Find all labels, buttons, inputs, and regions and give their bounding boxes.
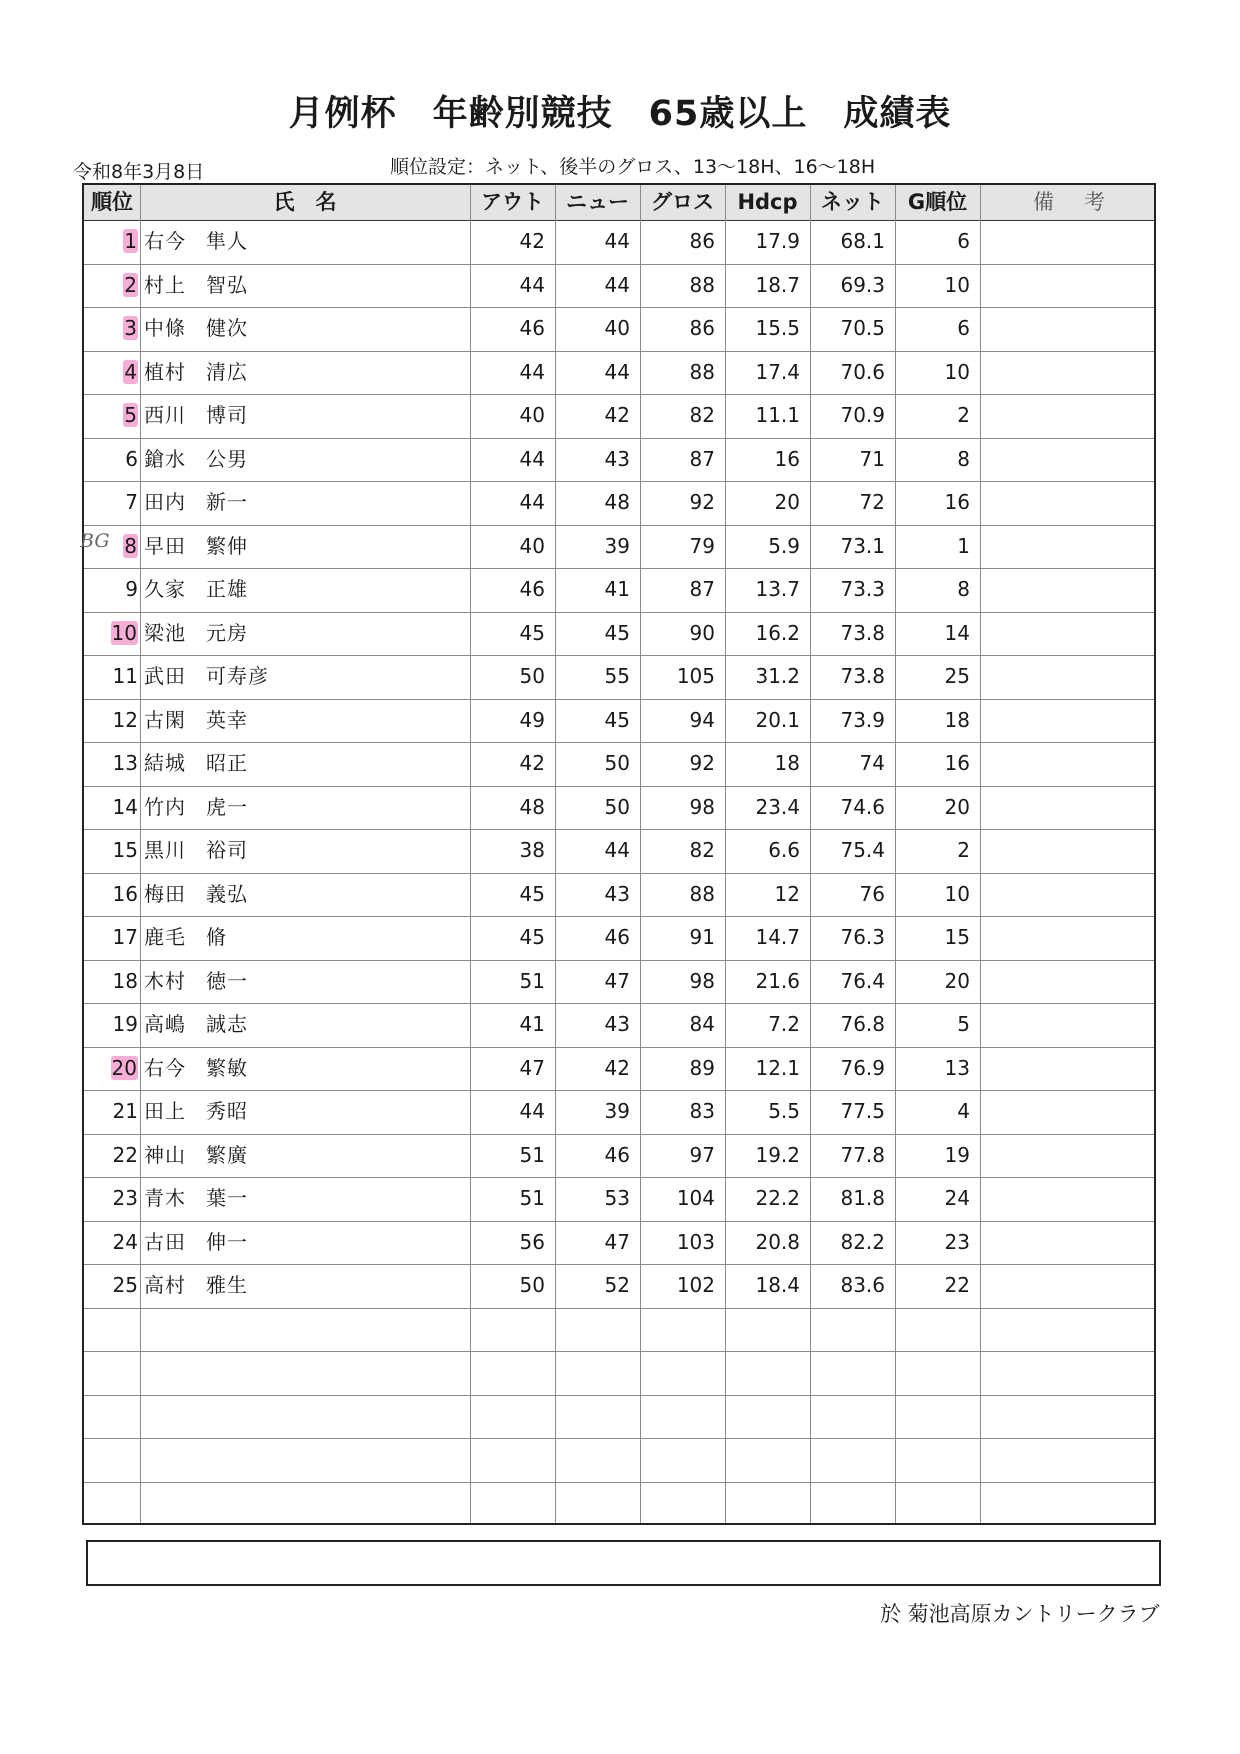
bg-handwritten-mark: BG [80, 530, 110, 552]
family-name: 高村 [144, 1273, 186, 1297]
rank-value: 6 [125, 446, 138, 471]
rank-cell [84, 1047, 140, 1090]
out-cell: 44 [519, 490, 545, 514]
in-cell: 42 [604, 1055, 630, 1080]
family-name: 鹿毛 [144, 925, 186, 949]
venue: 於 菊池高原カントリークラブ [880, 1602, 1160, 1626]
player-name [142, 1047, 468, 1090]
row-divider [84, 1438, 1154, 1439]
gross-cell: 84 [689, 1012, 715, 1036]
event-date: 令和8年3月8日 [73, 161, 205, 183]
rank-cell [84, 438, 140, 481]
gross-cell: 98 [689, 968, 715, 993]
header-remarks: 備考 [1033, 190, 1135, 214]
given-name: 葉一 [206, 1186, 248, 1210]
family-name: 武田 [144, 664, 186, 688]
family-name: 右今 [144, 1055, 186, 1080]
net-cell: 81.8 [840, 1186, 885, 1210]
gross-cell: 87 [689, 446, 715, 471]
grank-cell: 10 [944, 272, 970, 297]
gross-cell: 86 [689, 229, 715, 253]
hdcp-cell: 16.2 [755, 620, 800, 645]
player-name [142, 1090, 468, 1133]
net-cell: 75.4 [840, 838, 885, 862]
hdcp-cell: 15.5 [755, 316, 800, 340]
net-cell: 83.6 [840, 1273, 885, 1297]
rank-cell [84, 960, 140, 1003]
given-name: 義弘 [206, 881, 248, 906]
gross-cell: 83 [689, 1099, 715, 1123]
net-cell: 73.3 [840, 577, 885, 601]
rank-cell [84, 612, 140, 655]
given-name: 健次 [206, 316, 248, 340]
gross-cell: 98 [689, 794, 715, 819]
out-cell: 51 [519, 1186, 545, 1210]
grank-cell: 10 [944, 359, 970, 384]
family-name: 右今 [144, 229, 186, 253]
given-name: 智弘 [206, 272, 248, 297]
hdcp-cell: 12 [774, 881, 800, 906]
rank-cell [84, 264, 140, 307]
rank-cell [84, 1221, 140, 1264]
rank-cell [84, 655, 140, 698]
rank-cell [84, 1090, 140, 1133]
rank-value: 11 [112, 664, 138, 688]
column-divider [980, 185, 981, 1523]
net-cell: 73.8 [840, 664, 885, 688]
net-cell: 76 [859, 881, 885, 906]
given-name: 清広 [206, 359, 248, 384]
in-cell: 50 [604, 794, 630, 819]
player-name [142, 612, 468, 655]
rank-cell [84, 786, 140, 829]
given-name: 繁廣 [206, 1142, 248, 1167]
rank-cell [84, 916, 140, 959]
grank-cell: 14 [944, 620, 970, 645]
net-cell: 76.8 [840, 1012, 885, 1036]
family-name: 植村 [144, 359, 186, 384]
player-name [142, 525, 468, 568]
given-name: 虎一 [206, 794, 248, 819]
hdcp-cell: 13.7 [755, 577, 800, 601]
page-title: 月例杯 年齢別競技 65歳以上 成績表 [288, 94, 952, 134]
grank-cell: 6 [957, 316, 970, 340]
rank-cell [84, 220, 140, 263]
rank-value: 15 [112, 838, 138, 862]
net-cell: 76.4 [840, 968, 885, 993]
player-name [142, 1177, 468, 1220]
in-cell: 42 [604, 403, 630, 427]
hdcp-cell: 17.9 [755, 229, 800, 253]
gross-cell: 86 [689, 316, 715, 340]
hdcp-cell: 7.2 [768, 1012, 800, 1036]
gross-cell: 88 [689, 881, 715, 906]
family-name: 神山 [144, 1142, 186, 1167]
hdcp-cell: 6.6 [768, 838, 800, 862]
net-cell: 72 [859, 490, 885, 514]
family-name: 鎗水 [144, 446, 186, 471]
in-cell: 52 [604, 1273, 630, 1297]
out-cell: 45 [519, 620, 545, 645]
in-cell: 50 [604, 751, 630, 775]
family-name: 早田 [144, 533, 186, 558]
net-cell: 70.9 [840, 403, 885, 427]
out-cell: 48 [519, 794, 545, 819]
out-cell: 46 [519, 577, 545, 601]
out-cell: 38 [519, 838, 545, 862]
net-cell: 73.8 [840, 620, 885, 645]
in-cell: 44 [604, 359, 630, 384]
in-cell: 41 [604, 577, 630, 601]
rank-value: 1 [124, 229, 137, 253]
out-cell: 45 [519, 925, 545, 949]
out-cell: 49 [519, 707, 545, 732]
given-name: 正雄 [206, 577, 248, 601]
grank-cell: 18 [944, 707, 970, 732]
given-name: 秀昭 [206, 1099, 248, 1123]
out-cell: 42 [519, 229, 545, 253]
gross-cell: 92 [689, 751, 715, 775]
rank-cell [84, 1177, 140, 1220]
given-name: 可寿彦 [206, 664, 269, 688]
rank-cell [84, 307, 140, 350]
out-cell: 44 [519, 446, 545, 471]
hdcp-cell: 18.7 [755, 272, 800, 297]
net-cell: 74 [859, 751, 885, 775]
given-name: 公男 [206, 446, 248, 471]
header-name: 氏 名 [273, 190, 337, 214]
net-cell: 71 [859, 446, 885, 471]
in-cell: 47 [604, 1229, 630, 1254]
rank-value: 7 [125, 490, 138, 514]
out-cell: 42 [519, 751, 545, 775]
rank-value: 2 [124, 272, 137, 297]
grank-cell: 8 [957, 577, 970, 601]
grank-cell: 2 [957, 403, 970, 427]
rank-value: 25 [112, 1273, 138, 1297]
header-net: ネット [821, 190, 884, 214]
net-cell: 69.3 [840, 272, 885, 297]
player-name [142, 220, 468, 263]
rank-cell [84, 873, 140, 916]
out-cell: 44 [519, 272, 545, 297]
player-name [142, 699, 468, 742]
rank-value: 22 [112, 1142, 138, 1167]
player-name [142, 1134, 468, 1177]
out-cell: 40 [519, 533, 545, 558]
rank-value: 8 [124, 533, 137, 558]
rank-value: 21 [112, 1099, 138, 1123]
net-cell: 77.5 [840, 1099, 885, 1123]
player-name [142, 655, 468, 698]
family-name: 古閑 [144, 707, 186, 732]
given-name: 元房 [206, 620, 248, 645]
grank-cell: 24 [944, 1186, 970, 1210]
header-hdcp: Hdcp [737, 190, 798, 214]
hdcp-cell: 12.1 [755, 1055, 800, 1080]
family-name: 梁池 [144, 620, 186, 645]
in-cell: 47 [604, 968, 630, 993]
family-name: 竹内 [144, 794, 186, 819]
family-name: 梅田 [144, 881, 186, 906]
gross-cell: 105 [676, 664, 715, 688]
out-cell: 41 [519, 1012, 545, 1036]
gross-cell: 88 [689, 272, 715, 297]
rank-cell [84, 1134, 140, 1177]
given-name: 繁敏 [206, 1055, 248, 1080]
rank-value: 16 [112, 881, 138, 906]
player-name [142, 568, 468, 611]
rank-value: 12 [112, 707, 138, 732]
player-name [142, 264, 468, 307]
gross-cell: 88 [689, 359, 715, 384]
in-cell: 40 [604, 316, 630, 340]
rank-value: 24 [112, 1229, 138, 1254]
out-cell: 45 [519, 881, 545, 906]
gross-cell: 82 [689, 838, 715, 862]
rank-cell [84, 829, 140, 872]
grank-cell: 4 [957, 1099, 970, 1123]
header-in: ニュー [566, 190, 629, 214]
given-name: 雅生 [206, 1273, 248, 1297]
given-name: 誠志 [206, 1012, 248, 1036]
player-name [142, 960, 468, 1003]
player-name [142, 307, 468, 350]
net-cell: 68.1 [840, 229, 885, 253]
rank-value: 3 [124, 316, 137, 340]
in-cell: 43 [604, 1012, 630, 1036]
gross-cell: 103 [676, 1229, 715, 1254]
hdcp-cell: 20.8 [755, 1229, 800, 1254]
hdcp-cell: 18 [774, 751, 800, 775]
header-rank: 順位 [91, 190, 133, 214]
player-name [142, 742, 468, 785]
in-cell: 44 [604, 272, 630, 297]
player-name [142, 829, 468, 872]
in-cell: 45 [604, 707, 630, 732]
hdcp-cell: 11.1 [755, 403, 800, 427]
family-name: 西川 [144, 403, 186, 427]
family-name: 古田 [144, 1229, 186, 1254]
player-name [142, 351, 468, 394]
rank-value: 10 [111, 620, 137, 645]
gross-cell: 92 [689, 490, 715, 514]
rank-value: 17 [112, 925, 138, 949]
player-name [142, 916, 468, 959]
row-divider [84, 1395, 1154, 1396]
rank-cell [84, 481, 140, 524]
rank-cell [84, 1003, 140, 1046]
results-table [82, 183, 1156, 1525]
rank-value: 20 [111, 1055, 137, 1080]
out-cell: 51 [519, 1142, 545, 1167]
family-name: 田内 [144, 490, 186, 514]
rank-value: 23 [112, 1186, 138, 1210]
family-name: 黒川 [144, 838, 186, 862]
rank-value: 14 [112, 794, 138, 819]
net-cell: 76.9 [840, 1055, 885, 1080]
gross-cell: 97 [689, 1142, 715, 1167]
rank-value: 9 [125, 577, 138, 601]
gross-cell: 90 [689, 620, 715, 645]
out-cell: 47 [519, 1055, 545, 1080]
grank-cell: 13 [944, 1055, 970, 1080]
in-cell: 46 [604, 925, 630, 949]
row-divider [84, 1351, 1154, 1352]
row-divider [84, 1482, 1154, 1483]
hdcp-cell: 18.4 [755, 1273, 800, 1297]
gross-cell: 94 [689, 707, 715, 732]
hdcp-cell: 14.7 [755, 925, 800, 949]
in-cell: 39 [604, 1099, 630, 1123]
player-name [142, 1264, 468, 1307]
ranking-rule: 順位設定：ネット、後半のグロス、13〜18H、16〜18H [390, 156, 876, 178]
rank-value: 4 [124, 359, 137, 384]
grank-cell: 20 [944, 968, 970, 993]
net-cell: 76.3 [840, 925, 885, 949]
player-name [142, 1003, 468, 1046]
in-cell: 53 [604, 1186, 630, 1210]
rank-cell [84, 1264, 140, 1307]
rank-value: 18 [112, 968, 138, 993]
header-g-rank: G順位 [907, 190, 968, 214]
in-cell: 44 [604, 229, 630, 253]
net-cell: 70.6 [840, 359, 885, 384]
given-name: 隼人 [206, 229, 248, 253]
rank-value: 19 [112, 1012, 138, 1036]
gross-cell: 82 [689, 403, 715, 427]
rank-cell [84, 351, 140, 394]
family-name: 青木 [144, 1186, 186, 1210]
player-name [142, 481, 468, 524]
hdcp-cell: 16 [774, 446, 800, 471]
hdcp-cell: 5.5 [768, 1099, 800, 1123]
out-cell: 51 [519, 968, 545, 993]
rank-cell [84, 568, 140, 611]
hdcp-cell: 20.1 [755, 707, 800, 732]
hdcp-cell: 5.9 [768, 533, 800, 558]
grank-cell: 1 [957, 533, 970, 558]
out-cell: 50 [519, 664, 545, 688]
gross-cell: 104 [676, 1186, 715, 1210]
in-cell: 48 [604, 490, 630, 514]
header-gross: グロス [651, 190, 714, 214]
given-name: 昭正 [206, 751, 248, 775]
rank-value: 5 [124, 403, 137, 427]
net-cell: 70.5 [840, 316, 885, 340]
family-name: 久家 [144, 577, 186, 601]
out-cell: 40 [519, 403, 545, 427]
hdcp-cell: 17.4 [755, 359, 800, 384]
hdcp-cell: 23.4 [755, 794, 800, 819]
hdcp-cell: 22.2 [755, 1186, 800, 1210]
family-name: 結城 [144, 751, 186, 775]
player-name [142, 438, 468, 481]
family-name: 高嶋 [144, 1012, 186, 1036]
out-cell: 56 [519, 1229, 545, 1254]
out-cell: 44 [519, 1099, 545, 1123]
player-name [142, 1221, 468, 1264]
net-cell: 73.9 [840, 707, 885, 732]
given-name: 繁伸 [206, 533, 248, 558]
family-name: 中條 [144, 316, 186, 340]
notes-box [86, 1540, 1161, 1586]
net-cell: 77.8 [840, 1142, 885, 1167]
row-divider [84, 1308, 1154, 1309]
grank-cell: 16 [944, 751, 970, 775]
player-name [142, 873, 468, 916]
given-name: 博司 [206, 403, 248, 427]
rank-value: 13 [112, 751, 138, 775]
grank-cell: 6 [957, 229, 970, 253]
column-divider [140, 185, 141, 1523]
rank-cell [84, 394, 140, 437]
grank-cell: 25 [944, 664, 970, 688]
grank-cell: 22 [944, 1273, 970, 1297]
hdcp-cell: 19.2 [755, 1142, 800, 1167]
given-name: 新一 [206, 490, 248, 514]
player-name [142, 394, 468, 437]
rank-cell [84, 699, 140, 742]
grank-cell: 15 [944, 925, 970, 949]
grank-cell: 8 [957, 446, 970, 471]
in-cell: 44 [604, 838, 630, 862]
gross-cell: 91 [689, 925, 715, 949]
grank-cell: 20 [944, 794, 970, 819]
out-cell: 50 [519, 1273, 545, 1297]
family-name: 木村 [144, 968, 186, 993]
given-name: 徳一 [206, 968, 248, 993]
gross-cell: 87 [689, 577, 715, 601]
header-out: アウト [481, 190, 544, 214]
grank-cell: 23 [944, 1229, 970, 1254]
rank-cell [84, 742, 140, 785]
family-name: 村上 [144, 272, 186, 297]
given-name: 脩 [206, 925, 227, 949]
hdcp-cell: 21.6 [755, 968, 800, 993]
grank-cell: 5 [957, 1012, 970, 1036]
gross-cell: 79 [689, 533, 715, 558]
in-cell: 43 [604, 446, 630, 471]
player-name [142, 786, 468, 829]
given-name: 英幸 [206, 707, 248, 732]
gross-cell: 102 [676, 1273, 715, 1297]
in-cell: 55 [604, 664, 630, 688]
in-cell: 46 [604, 1142, 630, 1167]
grank-cell: 16 [944, 490, 970, 514]
given-name: 伸一 [206, 1229, 248, 1254]
net-cell: 82.2 [840, 1229, 885, 1254]
out-cell: 44 [519, 359, 545, 384]
grank-cell: 19 [944, 1142, 970, 1167]
hdcp-cell: 31.2 [755, 664, 800, 688]
in-cell: 43 [604, 881, 630, 906]
grank-cell: 2 [957, 838, 970, 862]
family-name: 田上 [144, 1099, 186, 1123]
hdcp-cell: 20 [774, 490, 800, 514]
out-cell: 46 [519, 316, 545, 340]
in-cell: 45 [604, 620, 630, 645]
net-cell: 73.1 [840, 533, 885, 558]
grank-cell: 10 [944, 881, 970, 906]
given-name: 裕司 [206, 838, 248, 862]
net-cell: 74.6 [840, 794, 885, 819]
in-cell: 39 [604, 533, 630, 558]
gross-cell: 89 [689, 1055, 715, 1080]
